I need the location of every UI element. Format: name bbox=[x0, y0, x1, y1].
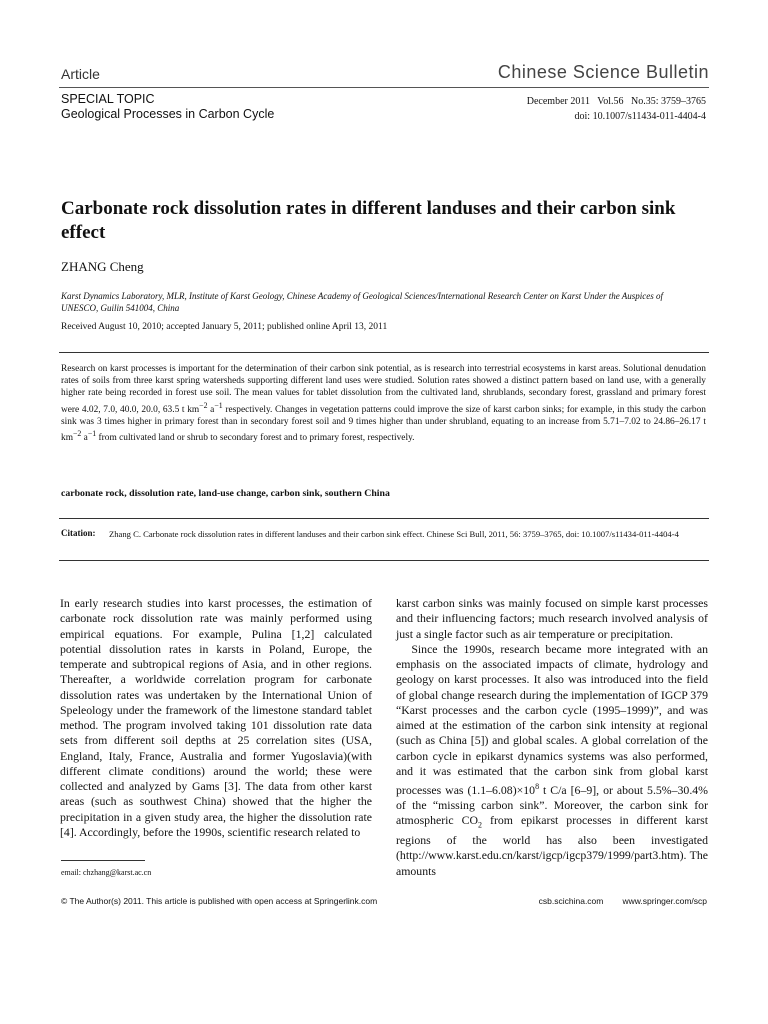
header-rule bbox=[59, 87, 709, 88]
publication-dates: Received August 10, 2010; accepted January 5, 2011; published online April 13, 2011 bbox=[61, 322, 388, 332]
body-paragraph: In early research studies into karst processes, the estimation of carbonate rock dissolution rate was mainly performed using empirical equations. For example, Pulina [1,2] calculated potential dissolution rates in karsts in Poland, Europe, the temperate and subtropical regions of Asia, and in other regions. Thereafter, a worldwide correlation program for carbonate dissolution rates was undertaken by the International Union of Speleology under the framework of the limestone standard tablet method. The program involved taking 101 dissolution rate data sets from different soil depths at 25 correlation sites (USA, England, Italy, France, Australia and former Yugoslavia)(with different climate conditions) around the world; these were collected and analyzed by Gams [3]. The data from other karst areas (such as southwest China) showed that the higher the precipitation in a given study area, the higher the dissolution rate [4]. Accordingly, before the 1990s, scientific research related to bbox=[60, 596, 372, 839]
email-footnote[interactable]: email: chzhang@karst.ac.cn bbox=[61, 868, 152, 877]
footer-copyright: © The Author(s) 2011. This article is published with open access at Springerlink.com bbox=[61, 896, 378, 906]
citation-rule bbox=[59, 560, 709, 561]
paper-title: Carbonate rock dissolution rates in different landuses and their carbon sink effect bbox=[61, 198, 676, 243]
author-affiliation: Karst Dynamics Laboratory, MLR, Institute of Karst Geology, Chinese Academy of Geological Sciences/International Research Center on Karst Under the Auspices of UNESCO, Guilin 541004, China bbox=[61, 291, 664, 313]
special-topic bbox=[61, 92, 274, 122]
special-topic-label: SPECIAL TOPIC bbox=[61, 92, 155, 106]
abstract-bottom-rule bbox=[59, 518, 709, 519]
footer-links[interactable]: csb.scichina.com www.springer.com/scp bbox=[538, 896, 707, 906]
abstract: Research on karst processes is important for the determination of their carbon sink potential, as is research into terrestrial ecosystems in karst areas. Solutional denudation rates of soils from three karst spring watersheds supporting different land uses were studied. Solution rates showed a distinct pattern based on land use, with a generally higher rate being recorded in forest use soil. The mean values for tablet dissolution from the cultivated land, shrublands, secondary forest, grassland and primary forest were 4.02, 7.0, 40.0, 20.0, 63.5 t $km^{-2}$ $a^{-1}$ respectively. Changes in vegetation patterns could improve the size of karst carbon sinks; for example, in this study the carbon sink was 3 times higher in primary forest than in secondary forest soil and 9 times higher than under shrubland, equating to an increase from 5.71–7.02 to 24.86–26.17 t $km^{-2}$ $a^{-1}$ from cultivated land or shrub to secondary forest and to primary forest, respectively. bbox=[61, 364, 706, 444]
body-paragraph: karst carbon sinks was mainly focused on simple karst processes and their influencing factors; much research involved analysis of just a single factor such as air temperature or precipitation. bbox=[396, 596, 708, 641]
topic-name: Geological Processes in Carbon Cycle bbox=[61, 107, 275, 121]
body-paragraph: Since the 1990s, research became more integrated with an emphasis on the associated impacts of climate, hydrology and geology on karst processes. It also was introduced into the field of global change research during the implementation of IGCP 379 “Karst processes and the carbon cycle (1995–1999)”, and was aimed at the estimation of the carbon sink intensity at regional (such as China [5]) and global scales. A global correlation of the carbon cycle in epikarst dynamics systems was also performed, and it was estimated that the carbon sink from global karst processes was $(1.1-6.08)\times 10^8$ t C/a [6–9], or about 5.5%–30.4% of the “missing carbon sink”. Moreover, the carbon sink for atmospheric $CO_2$ from epikarst processes in different karst regions of the world has also been investigated (http://www.karst.edu.cn/karst/igcp/igcp379/1999/part3.htm). The amounts bbox=[396, 641, 708, 878]
abstract-top-rule bbox=[59, 352, 709, 353]
issue-line: December 2011 Vol.56 No.35: 3759–3765 bbox=[526, 96, 706, 107]
article-label: Article bbox=[61, 66, 100, 82]
body-right-column bbox=[396, 596, 708, 879]
journal-title: Chinese Science Bulletin bbox=[497, 62, 709, 82]
body-left-column bbox=[60, 596, 372, 840]
keywords: carbonate rock, dissolution rate, land-use change, carbon sink, southern China bbox=[61, 488, 390, 499]
author-name: ZHANG Cheng bbox=[61, 259, 144, 274]
footnote-rule bbox=[61, 860, 145, 861]
citation-text: Zhang C. Carbonate rock dissolution rates in different landuses and their carbon sink effect. Chinese Sci Bull, 2011, 56: 3759–3765, doi: 10.1007/s11434-011-4404-4 bbox=[109, 529, 679, 539]
issue-info bbox=[527, 94, 706, 124]
doi-line[interactable]: doi: 10.1007/s11434-011-4404-4 bbox=[574, 111, 706, 122]
citation-label: Citation: bbox=[61, 528, 96, 538]
